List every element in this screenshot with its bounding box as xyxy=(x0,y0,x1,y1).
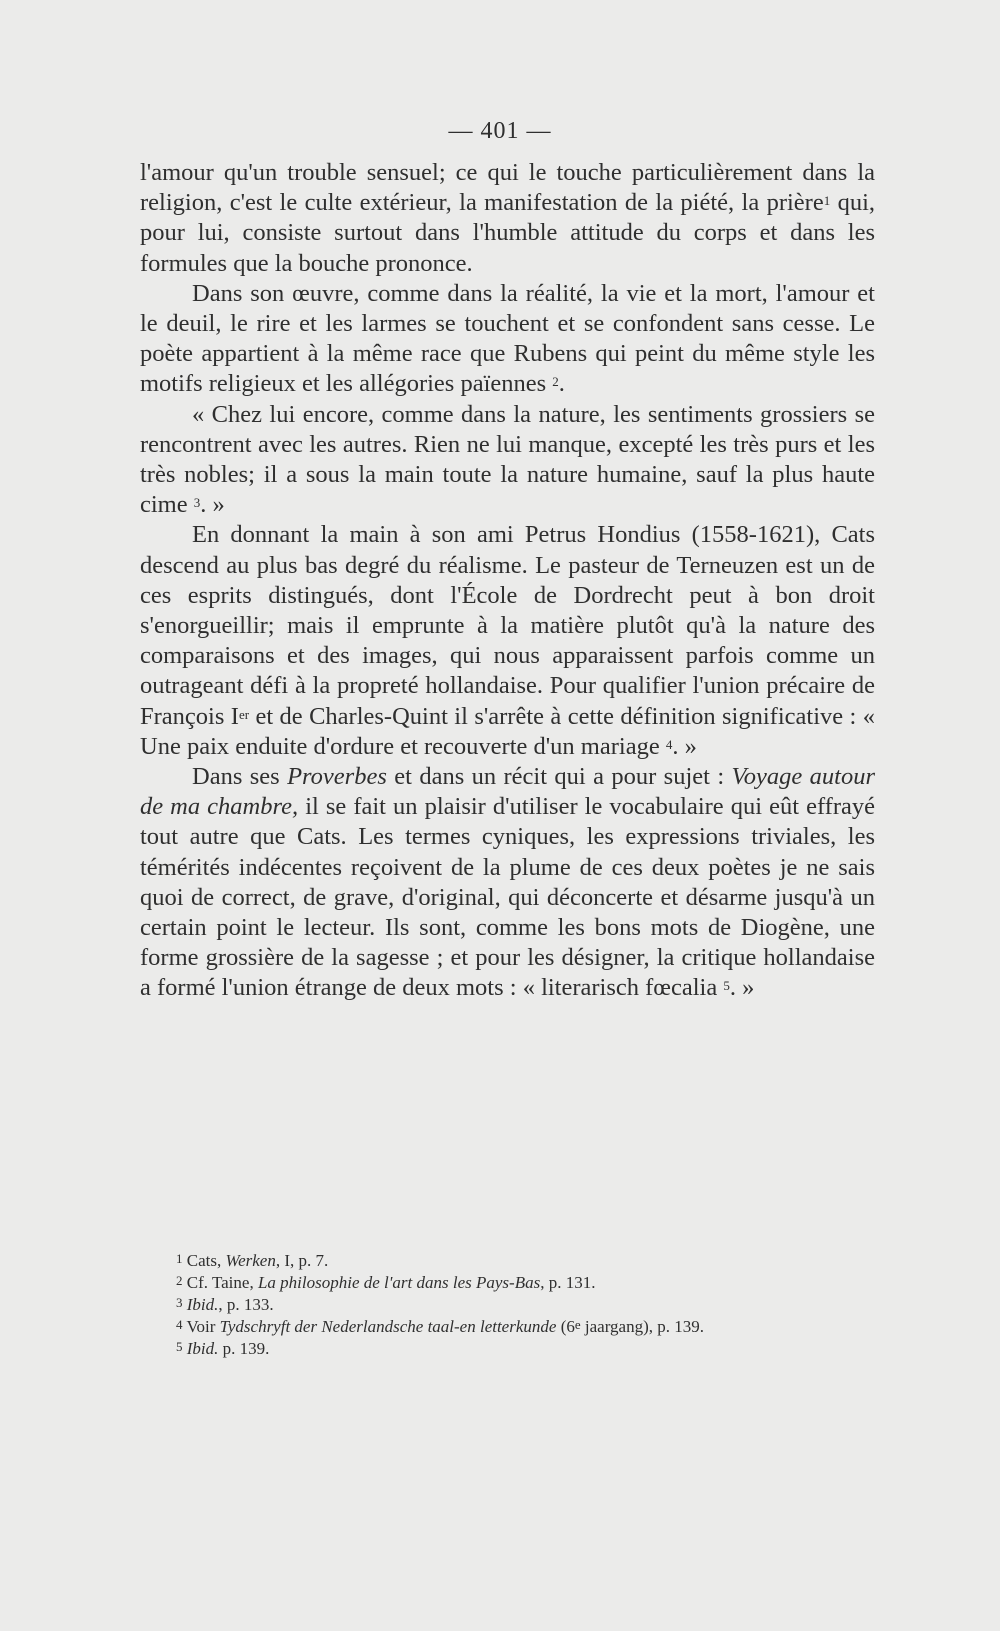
footnote-marker: 2 xyxy=(552,374,559,390)
footnote-marker: 3 xyxy=(193,495,201,511)
page-number: — 401 — xyxy=(448,118,552,144)
body-text xyxy=(140,158,875,1004)
paragraph-p4 xyxy=(140,520,875,762)
footnote-fn2 xyxy=(136,1272,876,1293)
footnotes xyxy=(136,1250,876,1360)
text-run: p. 139. xyxy=(218,1339,270,1358)
text-run: . » xyxy=(200,491,225,519)
text-run: et de Charles-Quint il s'arrête à cette définition significative : « Une paix enduite d'ordure et recouverte d'un mariage xyxy=(140,702,875,760)
italic-text: Voyage autour de ma chambre, xyxy=(140,763,876,821)
footnote-marker: 5 xyxy=(723,978,730,994)
text-run: , I, p. 7. xyxy=(275,1251,329,1270)
text-run: Voir xyxy=(182,1317,220,1336)
footnote-marker: er xyxy=(238,706,250,722)
text-run: En donnant la main à son ami Petrus Hondius (1558-1621), Cats descend au plus bas degré du réalisme. Le pasteur de Terneuzen est un de ces esprits distingués, dont l'École de Dordrecht peut à bon droit s'enorgueillir; mais il emprunte à la matière plutôt qu'à la nature des comparaisons et des images, qui nous apparaissent parfois comme un outrageant défi à la propreté hollandaise. Pour qualifier l'union précaire de François I xyxy=(140,521,875,730)
italic-text: La philosophie de l'art dans les Pays-Bas xyxy=(257,1273,541,1292)
footnote-marker: 4 xyxy=(176,1317,183,1332)
text-run: qui, pour lui, consiste surtout dans l'humble attitude du corps et dans les formules que la bouche prononce. xyxy=(140,189,875,277)
text-run: , p. 131. xyxy=(540,1273,596,1292)
italic-text: Werken xyxy=(225,1251,276,1270)
text-run: , p. 133. xyxy=(218,1295,274,1314)
italic-text: Ibid. xyxy=(186,1295,219,1314)
text-run: . » xyxy=(672,732,697,760)
text-run: l'amour qu'un trouble sensuel; ce qui le touche particulièrement dans la religion, c'est le culte extérieur, la manifestation de la piété, la prière xyxy=(140,159,875,217)
text-run: jaargang), p. 139. xyxy=(580,1317,705,1336)
text-run: . xyxy=(558,370,565,398)
text-run: Dans son œuvre, comme dans la réalité, la vie et la mort, l'amour et le deuil, le rire et les larmes se touchent et se confondent sans cesse. Le poète appartient à la même race que Rubens qui peint du même style les motifs religieux et les allégories païennes xyxy=(140,279,875,398)
text-run: Cf. Taine, xyxy=(182,1273,258,1292)
text-run: Cats, xyxy=(182,1251,226,1270)
footnote-fn3 xyxy=(136,1294,876,1315)
paragraph-p1 xyxy=(140,158,875,279)
text-run: Dans ses xyxy=(192,763,288,791)
paragraph-p2 xyxy=(140,279,875,400)
footnote-fn4 xyxy=(136,1316,876,1337)
text-run: « Chez lui encore, comme dans la nature, les sentiments grossiers se rencontrent avec les autres. Rien ne lui manque, excepté les très purs et les très nobles; il a sous la main toute la nature humaine, sauf la plus haute cime xyxy=(140,400,875,519)
footnote-marker: 2 xyxy=(176,1273,183,1288)
footnote-marker: 1 xyxy=(176,1251,183,1266)
footnote-fn5 xyxy=(136,1338,876,1359)
paragraph-p3 xyxy=(140,400,875,521)
italic-text: Ibid. xyxy=(186,1339,219,1358)
text-run: il se fait un plaisir d'utiliser le vocabulaire qui eût effrayé tout autre que Cats. Les termes cyniques, les expressions triviales, les témérités indécentes reçoivent de la plume de ces deux poètes je ne sais quoi de correct, de grave, d'original, qui déconcerte et désarme jusqu'à un certain point le lecteur. Ils sont, comme les bons mots de Diogène, une forme grossière de la sagesse ; et pour les désigner, la critique hollandaise a formé l'union étrange de deux mots : « literarisch fœcalia xyxy=(140,793,875,1002)
footnote-fn1 xyxy=(136,1250,876,1271)
footnote-marker: 1 xyxy=(823,193,831,209)
text-run: et dans un récit qui a pour sujet : xyxy=(386,763,732,791)
text-run: . » xyxy=(729,974,755,1002)
footnote-marker: 4 xyxy=(665,736,673,752)
italic-text: Tydschryft der Nederlandsche taal-en letterkunde xyxy=(219,1317,557,1336)
footnote-marker: 5 xyxy=(176,1339,183,1354)
footnote-marker: e xyxy=(574,1317,581,1332)
footnote-marker: 3 xyxy=(176,1295,183,1310)
italic-text: Proverbes xyxy=(287,763,387,791)
text-run: (6 xyxy=(556,1317,575,1336)
paragraph-p5 xyxy=(140,762,875,1004)
